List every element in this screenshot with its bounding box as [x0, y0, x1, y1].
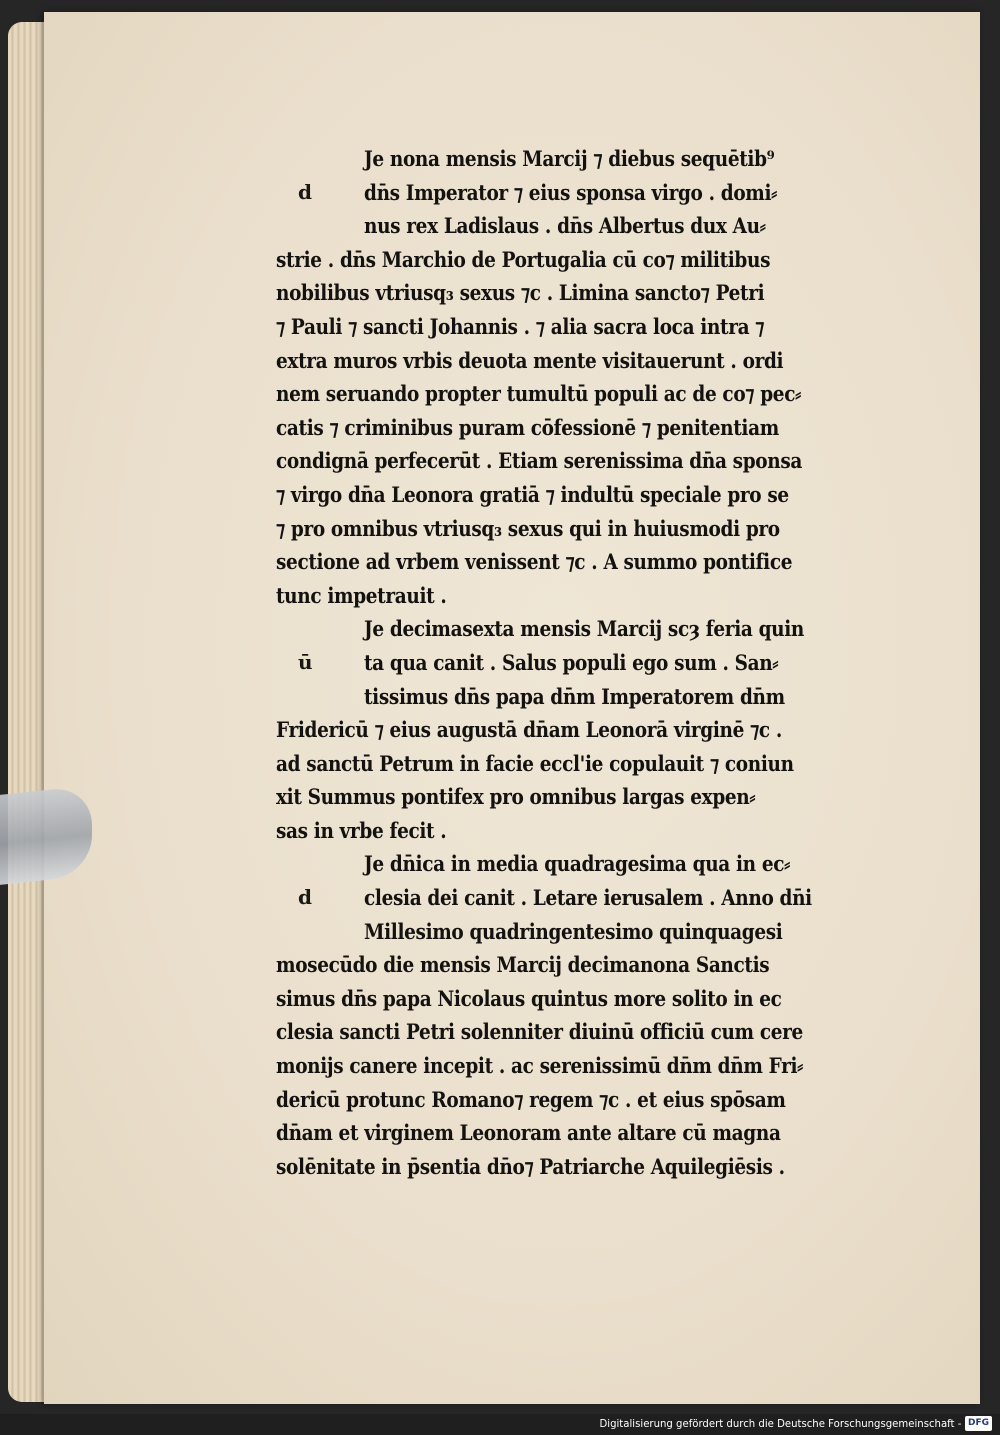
text-line: Je dn̄ica in media quadragesima qua in ec⸗: [364, 851, 790, 877]
funding-credit: Digitalisierung gefördert durch die Deutsche Forschungsgemeinschaft -: [599, 1416, 961, 1430]
paragraph: [276, 612, 936, 847]
paragraph: [276, 847, 936, 1183]
text-line: nem seruando propter tumultū populi ac de co⁊ pec⸗: [276, 381, 801, 407]
text-line: ta qua canit . Salus populi ego sum . San⸗: [364, 649, 779, 675]
dfg-logo-icon: DFG: [965, 1416, 992, 1431]
text-line: dn̄s Imperator ⁊ eius sponsa virgo . domi⸗: [364, 179, 777, 205]
text-line: strie . dn̄s Marchio de Portugalia cū co⁊ militibus: [276, 246, 771, 272]
text-line: ⁊ Pauli ⁊ sancti Johannis . ⁊ alia sacra loca intra ⁊: [276, 313, 765, 339]
paragraph: [276, 142, 936, 612]
digitization-footer: [568, 1413, 992, 1433]
text-line: ad sanctū Petrum in facie eccl'ie copulauit ⁊ coniun: [276, 750, 794, 776]
text-line: ⁊ pro omnibus vtriusq₃ sexus qui in huiusmodi pro: [276, 515, 780, 541]
text-line: Fridericū ⁊ eius augustā dn̄am Leonorā virginē ⁊c .: [276, 717, 782, 743]
text-line: tissimus dn̄s papa dn̄m Imperatorem dn̄m: [364, 683, 785, 709]
text-line: sectione ad vrbem venissent ⁊c . A summo pontifice: [276, 549, 793, 575]
text-line: extra muros vrbis deuota mente visitauerunt . ordi: [276, 347, 784, 373]
text-line: nobilibus vtriusq₃ sexus ⁊c . Limina sancto⁊ Petri: [276, 280, 765, 306]
text-line: dn̄am et virginem Leonoram ante altare cū magna: [276, 1120, 781, 1146]
initial-guide-letter: d: [298, 885, 312, 910]
text-line: mosecūdo die mensis Marcij decimanona Sanctis: [276, 952, 770, 978]
incunable-text-block: [276, 142, 936, 1183]
text-line: Je decimasexta mensis Marcij scȝ feria quin: [364, 616, 804, 642]
text-line: Je nona mensis Marcij ⁊ diebus sequētib⁹: [364, 146, 775, 171]
text-line: sas in vrbe fecit .: [276, 817, 447, 843]
book-page: [44, 12, 980, 1404]
text-line: condignā perfecerūt . Etiam serenissima dn̄a sponsa: [276, 448, 803, 474]
text-line: dericū protunc Romano⁊ regem ⁊c . et eius spōsam: [276, 1086, 786, 1112]
text-line: xit Summus pontifex pro omnibus largas expen⸗: [276, 784, 756, 810]
text-line: clesia dei canit . Letare ierusalem . Anno dn̄i: [364, 885, 812, 911]
text-line: Millesimo quadringentesimo quinquagesi: [364, 918, 783, 944]
initial-guide-letter: d: [298, 180, 312, 204]
text-line: monijs canere incepit . ac serenissimū dn̄m dn̄m Fri⸗: [276, 1053, 803, 1079]
text-line: nus rex Ladislaus . dn̄s Albertus dux Au⸗: [364, 213, 766, 239]
text-line: simus dn̄s papa Nicolaus quintus more solito in ec: [276, 985, 782, 1011]
text-line: catis ⁊ criminibus puram cōfessionē ⁊ penitentiam: [276, 414, 779, 440]
text-line: solēnitate in p̄sentia dn̄o⁊ Patriarche Aquilegiēsis .: [276, 1153, 785, 1179]
text-line: ⁊ virgo dn̄a Leonora gratiā ⁊ indultū speciale pro se: [276, 481, 789, 507]
text-line: tunc impetrauit .: [276, 582, 447, 608]
initial-guide-letter: ū: [298, 650, 313, 675]
text-line: clesia sancti Petri solenniter diuinū officiū cum cere: [276, 1019, 803, 1045]
